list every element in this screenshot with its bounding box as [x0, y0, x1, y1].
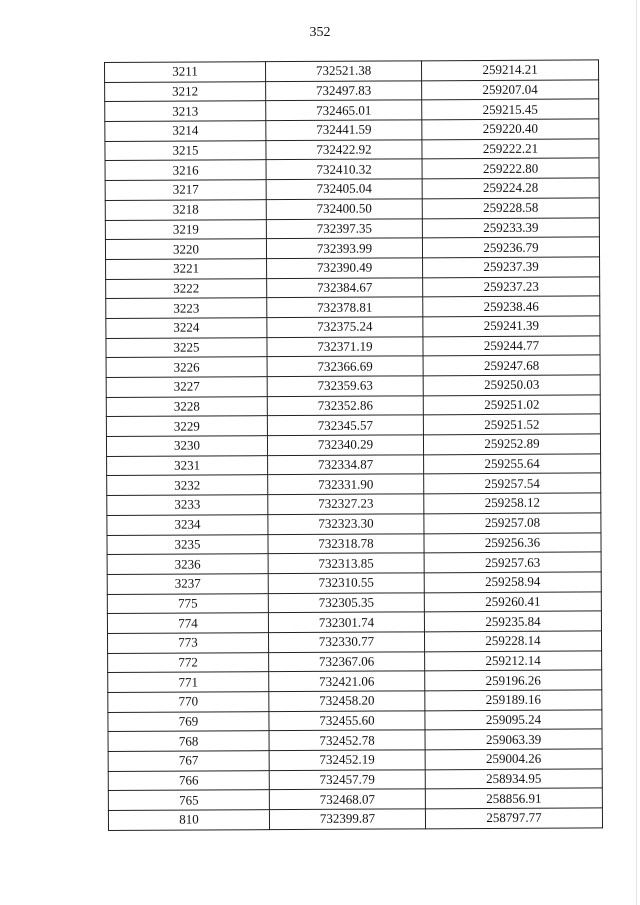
table-row	[105, 217, 599, 239]
y-coordinate-cell: 259250.03	[423, 375, 600, 396]
x-coordinate-cell: 732441.59	[266, 120, 422, 141]
table-row	[106, 296, 600, 318]
y-coordinate-cell: 259228.14	[424, 631, 601, 652]
page-edge-line	[636, 0, 637, 905]
y-coordinate-cell: 259256.36	[424, 532, 601, 553]
point-id-cell: 3231	[107, 455, 268, 476]
x-coordinate-cell: 732452.78	[269, 730, 425, 751]
y-coordinate-cell: 259252.89	[423, 434, 600, 455]
x-coordinate-cell: 732313.85	[268, 553, 424, 574]
x-coordinate-cell: 732352.86	[267, 396, 423, 417]
point-id-cell: 3213	[105, 101, 266, 122]
point-id-cell: 3229	[106, 416, 267, 437]
point-id-cell: 3226	[106, 357, 267, 378]
x-coordinate-cell: 732331.90	[268, 474, 424, 495]
table-row	[106, 355, 600, 377]
point-id-cell: 3221	[106, 259, 267, 280]
point-id-cell: 771	[108, 672, 269, 693]
x-coordinate-cell: 732330.77	[268, 632, 424, 653]
point-id-cell: 810	[108, 810, 269, 831]
table-row	[105, 198, 599, 220]
y-coordinate-cell: 258934.95	[425, 769, 602, 790]
point-id-cell: 3220	[105, 239, 266, 260]
table-row	[106, 395, 600, 417]
point-id-cell: 774	[107, 613, 268, 634]
point-id-cell: 3236	[107, 554, 268, 575]
x-coordinate-cell: 732375.24	[267, 317, 423, 338]
x-coordinate-cell: 732521.38	[266, 61, 422, 82]
point-id-cell: 3224	[106, 318, 267, 339]
point-id-cell: 3222	[106, 278, 267, 299]
x-coordinate-cell: 732345.57	[267, 415, 423, 436]
table-row	[107, 631, 601, 653]
x-coordinate-cell: 732366.69	[267, 356, 423, 377]
point-id-cell: 3234	[107, 514, 268, 535]
point-id-cell: 3225	[106, 337, 267, 358]
x-coordinate-cell: 732318.78	[268, 533, 424, 554]
table-row	[106, 257, 600, 279]
table-row	[105, 237, 599, 259]
table-row	[108, 808, 602, 830]
table-row	[106, 276, 600, 298]
x-coordinate-cell: 732468.07	[269, 789, 425, 810]
x-coordinate-cell: 732457.79	[269, 770, 425, 791]
point-id-cell: 3214	[105, 121, 266, 142]
x-coordinate-cell: 732410.32	[266, 159, 422, 180]
x-coordinate-cell: 732340.29	[267, 435, 423, 456]
y-coordinate-cell: 259238.46	[423, 296, 600, 317]
table-row	[106, 414, 600, 436]
table-row	[108, 788, 602, 810]
table-row	[105, 119, 599, 141]
y-coordinate-cell: 259004.26	[425, 749, 602, 770]
y-coordinate-cell: 259233.39	[422, 217, 599, 238]
table-row	[108, 769, 602, 791]
table-row	[108, 670, 602, 692]
table-row	[108, 749, 602, 771]
point-id-cell: 3217	[105, 180, 266, 201]
y-coordinate-cell: 259255.64	[424, 454, 601, 475]
y-coordinate-cell: 258856.91	[425, 788, 602, 809]
point-id-cell: 3235	[107, 534, 268, 555]
y-coordinate-cell: 259207.04	[422, 80, 599, 101]
table-row	[105, 158, 599, 180]
x-coordinate-cell: 732455.60	[269, 711, 425, 732]
table-row	[108, 651, 602, 673]
y-coordinate-cell: 259241.39	[423, 316, 600, 337]
table-row	[108, 690, 602, 712]
y-coordinate-cell: 259189.16	[425, 690, 602, 711]
table-row	[107, 513, 601, 535]
table-row	[108, 710, 602, 732]
y-coordinate-cell: 259251.52	[423, 414, 600, 435]
point-id-cell: 767	[108, 751, 269, 772]
y-coordinate-cell: 259212.14	[425, 651, 602, 672]
point-id-cell: 3230	[106, 436, 267, 457]
x-coordinate-cell: 732421.06	[269, 671, 425, 692]
y-coordinate-cell: 258797.77	[425, 808, 602, 829]
y-coordinate-cell: 259258.94	[424, 572, 601, 593]
table-row	[105, 178, 599, 200]
y-coordinate-cell: 259222.21	[422, 139, 599, 160]
y-coordinate-cell: 259215.45	[422, 99, 599, 120]
point-id-cell: 3237	[107, 574, 268, 595]
table-row	[107, 611, 601, 633]
y-coordinate-cell: 259244.77	[423, 336, 600, 357]
point-id-cell: 3228	[106, 396, 267, 417]
point-id-cell: 772	[108, 652, 269, 673]
point-id-cell: 775	[107, 593, 268, 614]
table-row	[105, 60, 599, 82]
y-coordinate-cell: 259237.39	[423, 257, 600, 278]
table-row	[106, 434, 600, 456]
y-coordinate-cell: 259224.28	[422, 178, 599, 199]
x-coordinate-cell: 732393.99	[266, 238, 422, 259]
y-coordinate-cell: 259257.54	[424, 473, 601, 494]
table-row	[107, 473, 601, 495]
table-row	[106, 336, 600, 358]
y-coordinate-cell: 259260.41	[424, 591, 601, 612]
x-coordinate-cell: 732458.20	[269, 691, 425, 712]
table-row	[105, 80, 599, 102]
x-coordinate-cell: 732301.74	[268, 612, 424, 633]
x-coordinate-cell: 732310.55	[268, 573, 424, 594]
y-coordinate-cell: 259214.21	[421, 60, 598, 81]
table-row	[107, 572, 601, 594]
table-row	[105, 99, 599, 121]
x-coordinate-cell: 732371.19	[267, 336, 423, 357]
table-row	[107, 454, 601, 476]
point-id-cell: 3211	[105, 62, 266, 83]
x-coordinate-cell: 732452.19	[269, 750, 425, 771]
y-coordinate-cell: 259095.24	[425, 710, 602, 731]
y-coordinate-cell: 259196.26	[425, 670, 602, 691]
point-id-cell: 3212	[105, 81, 266, 102]
y-coordinate-cell: 259257.63	[424, 552, 601, 573]
y-coordinate-cell: 259220.40	[422, 119, 599, 140]
point-id-cell: 3215	[105, 140, 266, 161]
coordinates-table-body	[105, 60, 603, 830]
table-row	[106, 316, 600, 338]
table-row	[106, 375, 600, 397]
x-coordinate-cell: 732465.01	[266, 100, 422, 121]
x-coordinate-cell: 732400.50	[266, 199, 422, 220]
y-coordinate-cell: 259258.12	[424, 493, 601, 514]
y-coordinate-cell: 259222.80	[422, 158, 599, 179]
x-coordinate-cell: 732359.63	[267, 376, 423, 397]
table-row	[107, 552, 601, 574]
point-id-cell: 766	[108, 770, 269, 791]
page-number: 352	[309, 25, 331, 40]
y-coordinate-cell: 259235.84	[424, 611, 601, 632]
point-id-cell: 769	[108, 711, 269, 732]
point-id-cell: 3233	[107, 495, 268, 516]
x-coordinate-cell: 732367.06	[269, 651, 425, 672]
x-coordinate-cell: 732305.35	[268, 592, 424, 613]
x-coordinate-cell: 732397.35	[266, 218, 422, 239]
coordinates-table	[104, 59, 603, 830]
point-id-cell: 3218	[105, 199, 266, 220]
x-coordinate-cell: 732384.67	[267, 277, 423, 298]
x-coordinate-cell: 732399.87	[269, 809, 425, 830]
y-coordinate-cell: 259237.23	[423, 276, 600, 297]
point-id-cell: 3227	[106, 377, 267, 398]
table-row	[107, 532, 601, 554]
point-id-cell: 770	[108, 692, 269, 713]
x-coordinate-cell: 732422.92	[266, 140, 422, 161]
x-coordinate-cell: 732390.49	[267, 258, 423, 279]
y-coordinate-cell: 259063.39	[425, 729, 602, 750]
x-coordinate-cell: 732327.23	[268, 494, 424, 515]
point-id-cell: 3219	[105, 219, 266, 240]
x-coordinate-cell: 732334.87	[268, 455, 424, 476]
point-id-cell: 3223	[106, 298, 267, 319]
table-row	[107, 591, 601, 613]
point-id-cell: 3216	[105, 160, 266, 181]
table-row	[105, 139, 599, 161]
table-row	[108, 729, 602, 751]
x-coordinate-cell: 732323.30	[268, 514, 424, 535]
x-coordinate-cell: 732497.83	[266, 81, 422, 102]
y-coordinate-cell: 259236.79	[422, 237, 599, 258]
y-coordinate-cell: 259257.08	[424, 513, 601, 534]
table-row	[107, 493, 601, 515]
point-id-cell: 765	[108, 790, 269, 811]
point-id-cell: 3232	[107, 475, 268, 496]
point-id-cell: 768	[108, 731, 269, 752]
y-coordinate-cell: 259251.02	[423, 395, 600, 416]
x-coordinate-cell: 732405.04	[266, 179, 422, 200]
point-id-cell: 773	[107, 633, 268, 654]
y-coordinate-cell: 259247.68	[423, 355, 600, 376]
y-coordinate-cell: 259228.58	[422, 198, 599, 219]
x-coordinate-cell: 732378.81	[267, 297, 423, 318]
